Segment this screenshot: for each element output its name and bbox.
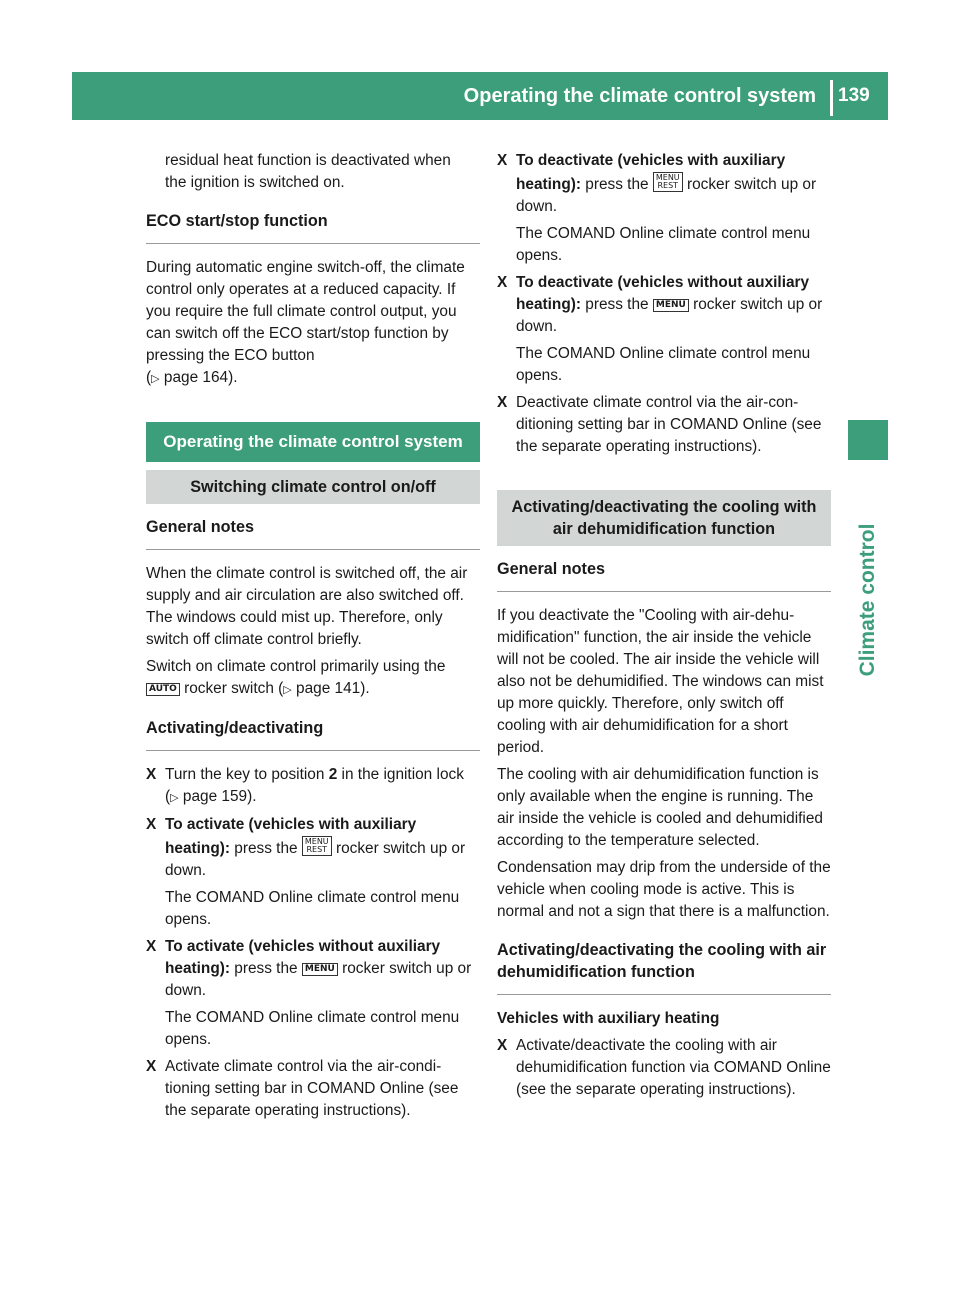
header-divider: [830, 80, 833, 116]
header-title: Operating the climate control system: [463, 85, 816, 107]
menu-button-icon: MENU: [302, 963, 338, 976]
step-marker-icon: X: [497, 274, 508, 291]
cooling-activating-heading: Activating/deactivating the cooling with air dehumidification function: [497, 939, 831, 995]
right-column: [497, 150, 831, 1106]
menu-rest-button-icon: MENU REST: [302, 836, 332, 856]
eco-heading: ECO start/stop function: [146, 210, 480, 244]
aux-heating-heading: Vehicles with auxiliary heating: [497, 1010, 720, 1027]
step-marker-icon: X: [497, 1037, 508, 1054]
cooling-notes-p3: Condensation may drip from the underside of the vehicle when cooling mode is active. This is normal and not a sign that there is a malfunction.: [497, 859, 831, 920]
intro-text: residual heat function is deactivated when the ignition is switched on.: [165, 152, 451, 191]
step-item: X To deactivate (vehicles without auxiliary heating): press the MENU rocker switch up or down.: [497, 274, 823, 335]
step-marker-icon: X: [146, 1058, 157, 1075]
step-item: X Activate climate control via the air-conditioning setting bar in COMAND Online (see the separate operating instructions).: [146, 1058, 459, 1119]
cooling-section-title: Activating/deactivating the cooling with air dehumidification function: [497, 490, 831, 546]
step-item: X Turn the key to position 2 in the ignition lock (▷ page 159).: [146, 766, 464, 805]
step-item: X Activate/deactivate the cooling with air dehumidification function via COMAND Online (see the separate operating instructions).: [497, 1037, 831, 1098]
step-item: X Deactivate climate control via the air-conditioning setting bar in COMAND Online (see the separate operating instructions).: [497, 394, 822, 455]
ignition-page-link[interactable]: page 159).: [182, 788, 257, 805]
auto-button-icon: AUTO: [146, 683, 180, 696]
menu-button-icon: MENU: [653, 299, 689, 312]
general-notes-p2: Switch on climate control primarily using the AUTO rocker switch (▷ page 141).: [146, 658, 446, 697]
step-result: The COMAND Online climate control menu opens.: [165, 1009, 460, 1048]
general-notes-heading: General notes: [497, 558, 831, 592]
chapter-label: Climate control: [856, 523, 879, 677]
step-marker-icon: X: [146, 766, 157, 783]
header-bar: [72, 72, 888, 120]
reference-arrow-icon: ▷: [283, 684, 292, 696]
step-result: The COMAND Online climate control menu opens.: [516, 225, 811, 264]
page-number: 139: [838, 85, 870, 106]
step-item: X To activate (vehicles without auxiliary heating): press the MENU rocker switch up or down.: [146, 938, 472, 999]
menu-rest-button-icon: MENU REST: [653, 172, 683, 192]
activating-heading: Activating/deactivating: [146, 717, 480, 751]
step-marker-icon: X: [146, 938, 157, 955]
subsection-title: Switching climate control on/off: [146, 470, 480, 504]
eco-page-link[interactable]: page 164).: [163, 369, 238, 386]
eco-text: During automatic engine switch-off, the climate control only operates at a reduced capacity. If you require the full climate control output, you can switch off the ECO start/stop function by pressing the ECO button (▷ page 164).: [146, 259, 465, 386]
cooling-notes-p1: If you deactivate the "Cooling with air-dehumidification" function, the air inside the vehicle will not be cooled. The air inside the vehicle will also not be dehumidified. The windows can mist up more quickly. Therefore, only switch off cooling with air dehumidification for a short period.: [497, 607, 824, 756]
step-marker-icon: X: [146, 816, 157, 833]
general-notes-p1: When the climate control is switched off, the air supply and air circulation are also switched off. The windows could mist up. Therefore, only switch off climate control briefly.: [146, 565, 468, 648]
step-item: X To deactivate (vehicles with auxiliary heating): press the MENU REST rocker switch up or down.: [497, 152, 817, 215]
reference-arrow-icon: ▷: [151, 373, 160, 385]
reference-arrow-icon: ▷: [170, 792, 179, 804]
auto-page-link[interactable]: page 141).: [296, 680, 370, 697]
step-result: The COMAND Online climate control menu opens.: [165, 889, 460, 928]
chapter-tab: [848, 420, 888, 460]
left-column: [146, 150, 480, 1127]
step-result: The COMAND Online climate control menu opens.: [516, 345, 811, 384]
step-item: X To activate (vehicles with auxiliary heating): press the MENU REST rocker switch up or down.: [146, 816, 466, 879]
general-notes-heading: General notes: [146, 516, 480, 550]
step-marker-icon: X: [497, 394, 508, 411]
step-marker-icon: X: [497, 152, 508, 169]
cooling-notes-p2: The cooling with air dehumidification function is only available when the engine is running. The air inside the vehicle is cooled and dehumidified according to the temperature selected.: [497, 766, 823, 849]
section-title: Operating the climate control system: [146, 422, 480, 462]
